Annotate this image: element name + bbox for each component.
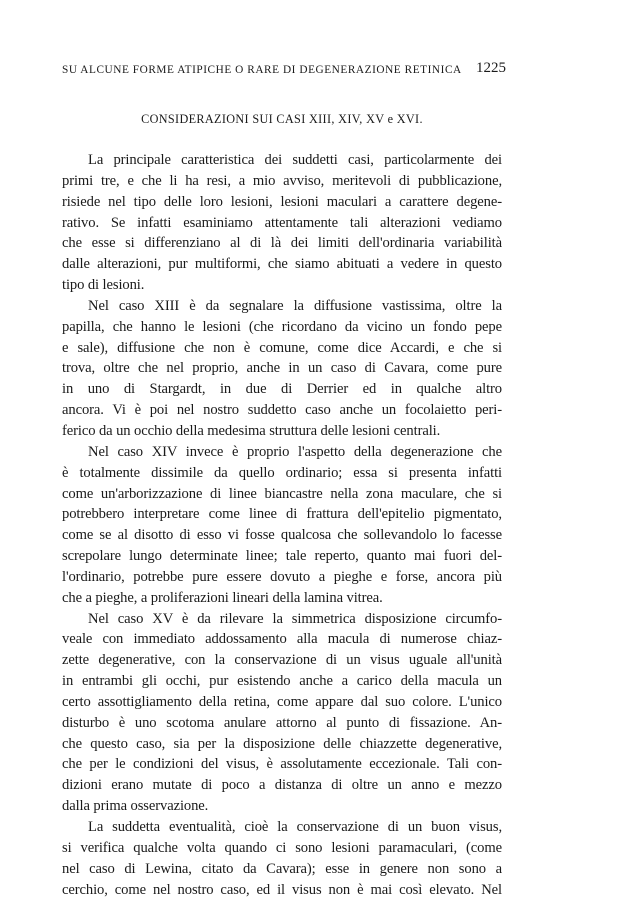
text-line: è totalmente dissimile da quello ordinario; essa si presenta infatti [62, 464, 502, 481]
text-line: che per le condizioni del visus, è assolutamente eccezionale. Tali con- [62, 756, 502, 773]
text-line: e sale), diffusione che non è comune, come dice Accardi, e che si [62, 339, 502, 356]
paragraph-5 [62, 817, 502, 900]
text-line: si verifica qualche volta quando ci sono lesioni paramaculari, (come [62, 839, 502, 856]
text-line: primi tre, e che li ha resi, a mio avviso, meritevoli di pubblicazione, [62, 172, 502, 189]
text-line: La suddetta eventualità, cioè la conservazione di un buon visus, [88, 819, 502, 835]
paragraph-1 [62, 150, 502, 296]
paragraph-3 [62, 442, 502, 609]
page-number: 1225 [476, 60, 506, 76]
paragraph-4 [62, 609, 502, 817]
body-text [62, 150, 502, 900]
paragraph-2 [62, 296, 502, 442]
text-line: dalla prima osservazione. [62, 798, 209, 815]
text-line: Nel caso XIV invece è proprio l'aspetto della degenerazione che [88, 443, 502, 460]
text-line: in uno di Stargardt, in due di Derrier ed in qualche altro [62, 381, 502, 398]
text-line: dalle alterazioni, pur multiformi, che siamo abituati a vedere in questo [62, 256, 502, 273]
text-line: tipo di lesioni. [62, 277, 145, 294]
text-line: papilla, che hanno le lesioni (che ricordano da vicino un fondo pepe [62, 318, 502, 335]
text-line: screpolare lungo determinate linee; tale reperto, quanto mai fuori del- [62, 548, 502, 565]
text-line: che questo caso, sia per la disposizione delle chiazzette degenerative, [62, 735, 502, 752]
text-line: nel caso di Lewina, citato da Cavara); esse in genere non sono a [62, 860, 502, 877]
text-line: cerchio, come nel nostro caso, ed il visus non è mai così elevato. Nel [62, 881, 502, 898]
text-line: ancora. Vi è poi nel nostro suddetto caso anche un focolaietto peri- [62, 402, 502, 419]
text-line: come se al disotto di esso vi fosse qualcosa che sollevandolo lo facesse [62, 527, 502, 544]
text-line: trova, oltre che nel proprio, anche in un caso di Cavara, come pure [62, 360, 502, 377]
text-line: che a pieghe, a proliferazioni lineari della lamina vitrea. [62, 589, 383, 606]
text-line: l'ordinario, potrebbe pure essere dovuto a pieghe e forse, ancora più [62, 568, 502, 585]
text-line: veale con immediato addossamento alla macula di numerose chiaz- [62, 631, 502, 648]
text-line: Nel caso XV è da rilevare la simmetrica disposizione circumfo- [88, 610, 502, 627]
text-line: risiede nel tipo delle loro lesioni, lesioni maculari a carattere degene- [62, 193, 502, 210]
text-line: certo assottigliamento della retina, come appare dal suo colore. L'unico [62, 693, 502, 710]
text-line: disturbo è uno scotoma anulare attorno al punto di fissazione. An- [62, 714, 502, 731]
text-line: ferico da un occhio della medesima struttura delle lesioni centrali. [62, 422, 441, 439]
text-line: che esse si differenziano al di là dei limiti dell'ordinaria variabilità [62, 235, 502, 252]
text-line: rativo. Se infatti esaminiamo attentamente tali alterazioni vediamo [62, 214, 502, 231]
text-line: dizioni erano mutate di poco a distanza di oltre un anno e mezzo [62, 777, 502, 794]
running-head: SU ALCUNE FORME ATIPICHE O RARE DI DEGENERAZIONE RETINICA [62, 64, 462, 76]
text-line: potrebbero interpretare come linee di frattura dell'epitelio pigmentato, [62, 506, 502, 523]
text-line: La principale caratteristica dei suddetti casi, particolarmente dei [88, 152, 502, 168]
section-title: CONSIDERAZIONI SUI CASI XIII, XIV, XV e XVI. [141, 112, 423, 126]
text-line: in entrambi gli occhi, pur esistendo anche a carico della macula un [62, 673, 502, 690]
text-line: come un'arborizzazione di linee biancastre nella zona maculare, che si [62, 485, 502, 502]
text-line: Nel caso XIII è da segnalare la diffusione vastissima, oltre la [88, 297, 502, 314]
text-line: zette degenerative, con la conservazione di un visus uguale all'unità [62, 652, 502, 669]
